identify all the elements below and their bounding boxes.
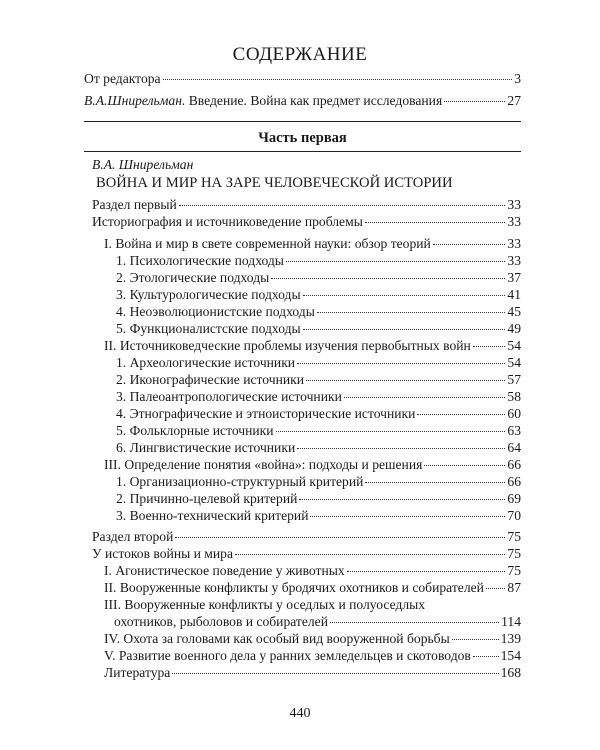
toc-subentry: 1. Археологические источники 54 bbox=[116, 355, 521, 370]
toc-subentry: 2. Этологические подходы 37 bbox=[116, 270, 521, 285]
toc-subentry: 3. Культурологические подходы 41 bbox=[116, 287, 521, 302]
toc-entry-literature: Литература 168 bbox=[104, 665, 521, 680]
author-name: В.А.Шнирельман. bbox=[84, 93, 186, 108]
toc-chapter: II. Вооруженные конфликты у бродячих охотников и собирателей 87 bbox=[104, 580, 521, 595]
toc-entry-section2-title: У истоков войны и мира 75 bbox=[92, 546, 521, 561]
toc-entry-editor: От редактора 3 bbox=[84, 71, 521, 86]
page-title: СОДЕРЖАНИЕ bbox=[232, 44, 368, 65]
toc-subentry: 3. Палеоантропологические источники 58 bbox=[116, 389, 521, 404]
toc-subentry: 4. Неоэволюционистские подходы 45 bbox=[116, 304, 521, 319]
toc-chapter: IV. Охота за головами как особый вид вооруженной борьбы 139 bbox=[104, 631, 521, 646]
toc-chapter-line1: III. Вооруженные конфликты у оседлых и полуоседлых bbox=[104, 597, 426, 612]
toc-chapter: V. Развитие военного дела у ранних земледельцев и скотоводов 154 bbox=[104, 648, 521, 663]
page-number: 440 bbox=[289, 706, 311, 721]
toc-entry-section1: Раздел первый 33 bbox=[92, 197, 521, 212]
toc-subentry: 5. Функционалистские подходы 49 bbox=[116, 321, 521, 336]
toc-entry-section2: Раздел второй 75 bbox=[92, 529, 521, 544]
part-title: Часть первая bbox=[258, 130, 347, 146]
toc-chapter: I. Война и мир в свете современной науки: обзор теорий 33 bbox=[104, 236, 521, 251]
divider-top bbox=[84, 121, 521, 122]
toc-subentry: 1. Психологические подходы 33 bbox=[116, 253, 521, 268]
toc-chapter: I. Агонистическое поведение у животных 75 bbox=[104, 563, 521, 578]
toc-subentry: 4. Этнографические и этноисторические источники 60 bbox=[116, 406, 521, 421]
divider-bottom bbox=[84, 151, 521, 152]
toc-chapter: III. Определение понятия «война»: подходы и решения 66 bbox=[104, 457, 521, 472]
toc-subentry: 5. Фольклорные источники 63 bbox=[116, 423, 521, 438]
toc-subentry: 3. Военно-технический критерий 70 bbox=[116, 508, 521, 523]
toc-chapter: II. Источниковедческие проблемы изучения первобытных войн 54 bbox=[104, 338, 521, 353]
toc-entry-introduction: В.А.Шнирельман. Введение. Война как предмет исследования 27 bbox=[84, 93, 521, 108]
toc-subentry: 2. Иконографические источники 57 bbox=[116, 372, 521, 387]
toc-subentry: 2. Причинно-целевой критерий 69 bbox=[116, 491, 521, 506]
part-author: В.А. Шнирельман bbox=[92, 157, 194, 172]
toc-chapter-line2: охотников, рыболовов и собирателей 114 bbox=[114, 614, 521, 629]
toc-entry-section1-title: Историография и источниковедение проблемы 33 bbox=[92, 214, 521, 229]
toc-subentry: 6. Лингвистические источники 64 bbox=[116, 440, 521, 455]
part-heading: ВОЙНА И МИР НА ЗАРЕ ЧЕЛОВЕЧЕСКОЙ ИСТОРИИ bbox=[96, 175, 453, 191]
toc-subentry: 1. Организационно-структурный критерий 66 bbox=[116, 474, 521, 489]
